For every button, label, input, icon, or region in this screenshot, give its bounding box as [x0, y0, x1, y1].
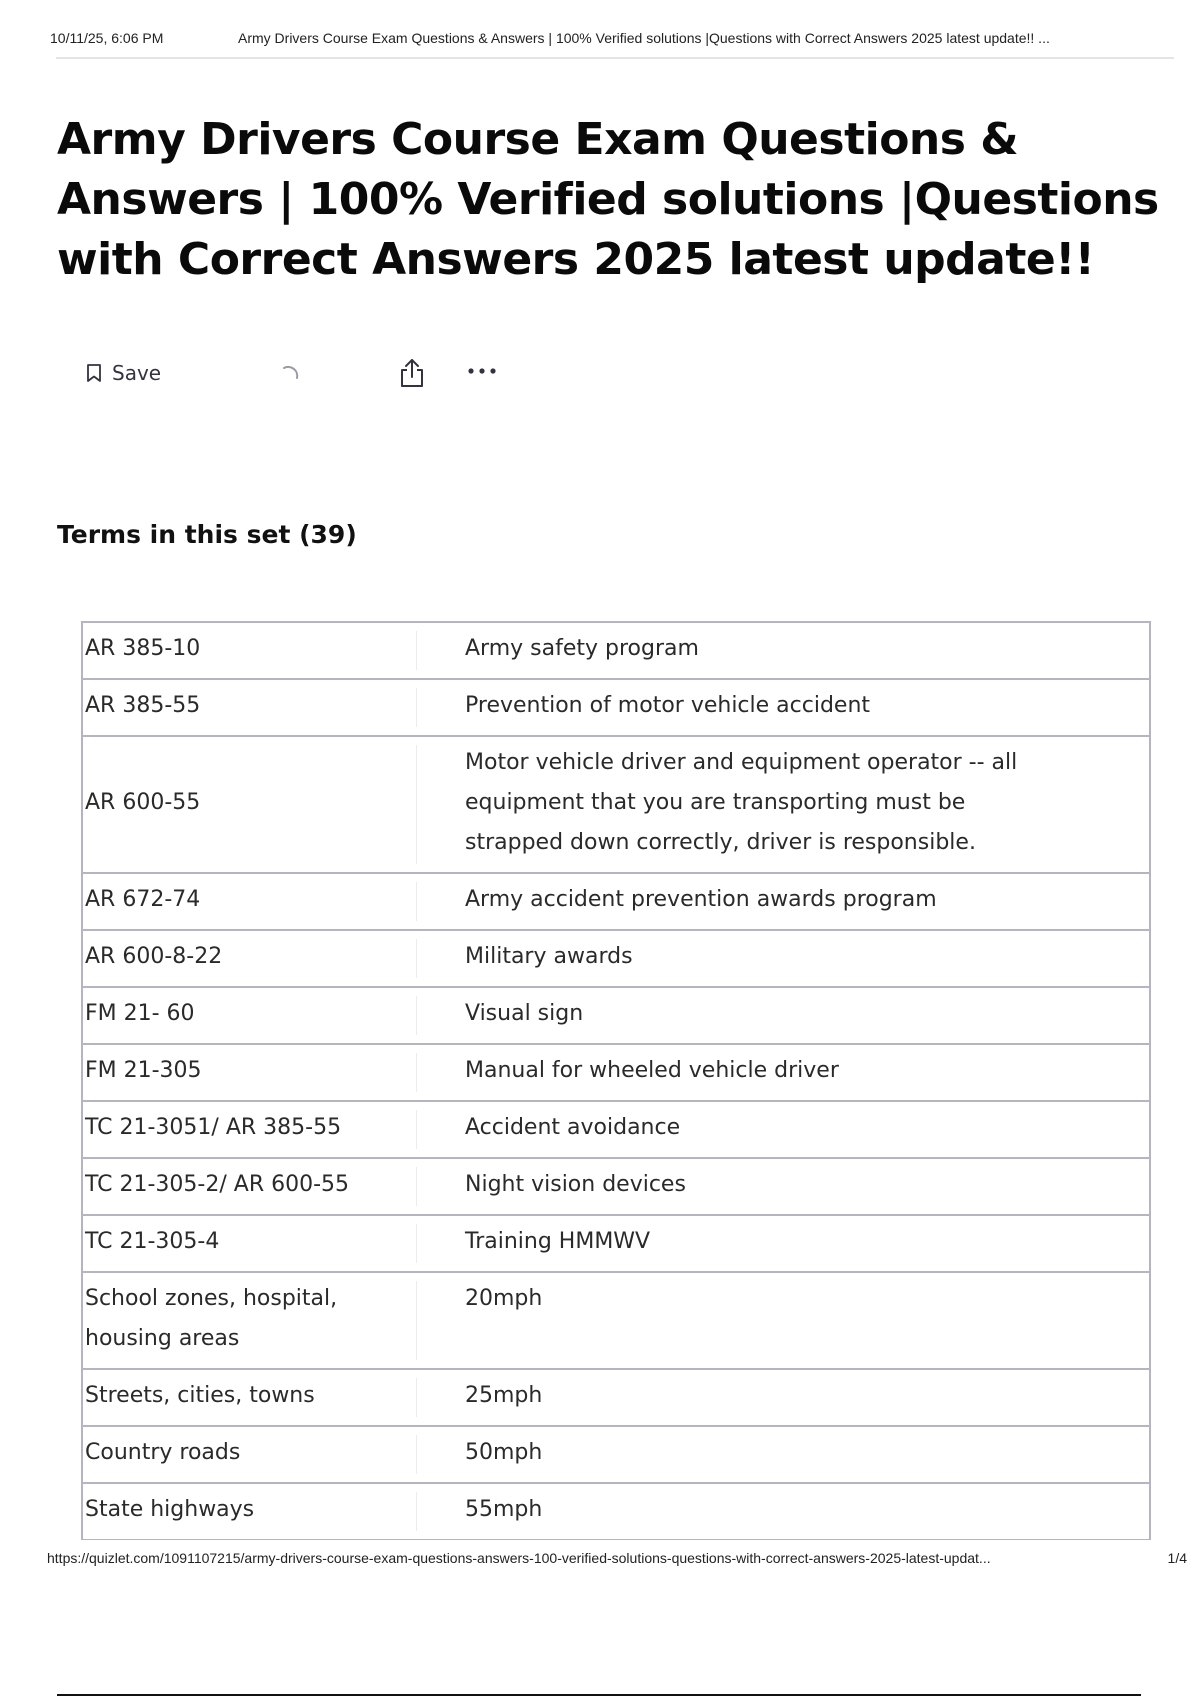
- table-row: [82, 679, 1150, 736]
- bottom-divider: [57, 1694, 1141, 1696]
- definition-cell: Army safety program: [417, 622, 1150, 679]
- print-header: [50, 30, 1180, 56]
- table-row: [82, 622, 1150, 679]
- term-cell: AR 600-8-22: [82, 930, 417, 987]
- definition-cell: 20mph: [417, 1272, 1150, 1369]
- definition-cell: Accident avoidance: [417, 1101, 1150, 1158]
- term-cell: State highways: [82, 1483, 417, 1540]
- print-url: https://quizlet.com/1091107215/army-drivers-course-exam-questions-answers-100-verified-solutions-questions-with-correct-answers-2025-latest-updat...: [47, 1550, 991, 1566]
- spinner-icon: [278, 363, 302, 392]
- table-row: [82, 1369, 1150, 1426]
- table-row: [82, 1215, 1150, 1272]
- print-footer: [47, 1550, 1187, 1574]
- definition-cell: Training HMMWV: [417, 1215, 1150, 1272]
- term-cell: AR 600-55: [82, 736, 417, 873]
- term-cell: FM 21- 60: [82, 987, 417, 1044]
- save-button[interactable]: [86, 361, 161, 385]
- definition-cell: 55mph: [417, 1483, 1150, 1540]
- share-button[interactable]: [398, 357, 426, 394]
- definition-cell: 25mph: [417, 1369, 1150, 1426]
- term-cell: AR 385-55: [82, 679, 417, 736]
- table-row: [82, 1426, 1150, 1483]
- term-cell: FM 21-305: [82, 1044, 417, 1101]
- bookmark-icon: [86, 363, 102, 383]
- table-row: [82, 1158, 1150, 1215]
- definition-cell: Visual sign: [417, 987, 1150, 1044]
- set-toolbar: [86, 355, 506, 395]
- table-row: [82, 1101, 1150, 1158]
- term-cell: AR 385-10: [82, 622, 417, 679]
- definition-cell: Military awards: [417, 930, 1150, 987]
- page-title: Army Drivers Course Exam Questions & Answers | 100% Verified solutions |Questions with Correct Answers 2025 latest update!!: [57, 114, 1159, 285]
- more-horizontal-icon: [466, 361, 500, 381]
- definition-cell: 50mph: [417, 1426, 1150, 1483]
- definition-cell: Army accident prevention awards program: [417, 873, 1150, 930]
- print-datetime: 10/11/25, 6:06 PM: [50, 30, 164, 46]
- term-cell: Country roads: [82, 1426, 417, 1483]
- share-icon: [398, 357, 426, 389]
- term-cell: AR 672-74: [82, 873, 417, 930]
- term-cell: Streets, cities, towns: [82, 1369, 417, 1426]
- definition-cell: Manual for wheeled vehicle driver: [417, 1044, 1150, 1101]
- print-doc-title: Army Drivers Course Exam Questions & Answers | 100% Verified solutions |Questions with Correct Answers 2025 latest update!! ...: [238, 30, 1050, 46]
- table-row: [82, 873, 1150, 930]
- save-label: Save: [112, 361, 162, 385]
- page-number: 1/4: [1167, 1550, 1187, 1566]
- term-cell: TC 21-305-2/ AR 600-55: [82, 1158, 417, 1215]
- table-row: [82, 1483, 1150, 1540]
- term-cell: TC 21-305-4: [82, 1215, 417, 1272]
- more-options-button[interactable]: [466, 361, 500, 386]
- term-cell: School zones, hospital, housing areas: [82, 1272, 417, 1369]
- terms-table: [81, 621, 1151, 1541]
- table-row: [82, 1272, 1150, 1369]
- header-divider: [56, 57, 1174, 59]
- definition-cell: Motor vehicle driver and equipment operator -- all equipment that you are transporting must be strapped down correctly, driver is responsible.: [417, 736, 1150, 873]
- terms-heading: Terms in this set (39): [57, 520, 357, 549]
- table-row: [82, 987, 1150, 1044]
- table-row: [82, 736, 1150, 873]
- definition-cell: Night vision devices: [417, 1158, 1150, 1215]
- definition-cell: Prevention of motor vehicle accident: [417, 679, 1150, 736]
- table-row: [82, 1044, 1150, 1101]
- table-row: [82, 930, 1150, 987]
- term-cell: TC 21-3051/ AR 385-55: [82, 1101, 417, 1158]
